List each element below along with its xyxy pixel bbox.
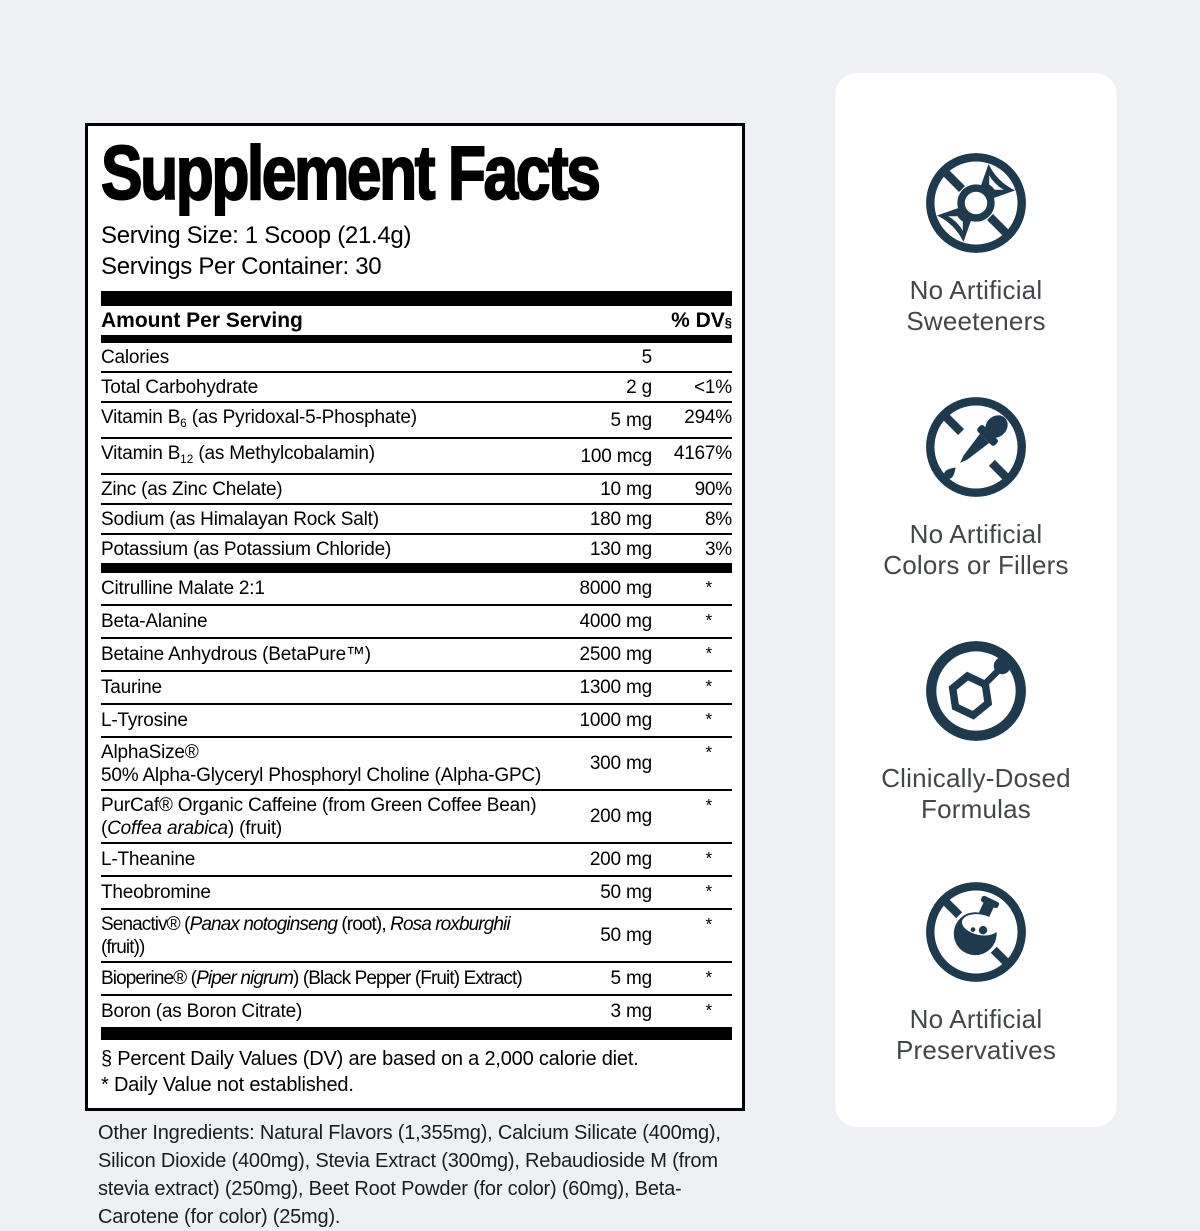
- ingredient-dv: *: [705, 676, 712, 696]
- no-artificial-preservatives-icon: [920, 876, 1032, 988]
- ingredient-amount: 2500 mg: [579, 644, 652, 666]
- badge-no-artificial-sweeteners: [835, 147, 1117, 337]
- divider-bar-small: [101, 335, 732, 343]
- no-artificial-sweeteners-icon: [920, 147, 1032, 259]
- ingredient-amount: 5 mg: [610, 409, 652, 431]
- ingredient-amount: 50 mg: [600, 925, 652, 947]
- table-row: [101, 403, 732, 439]
- footnotes: [101, 1040, 732, 1100]
- table-row: [101, 738, 732, 791]
- table-row: [101, 573, 732, 606]
- ingredient-dv: *: [705, 709, 712, 729]
- ingredient-dv: *: [705, 914, 712, 934]
- amount-per-serving-header: Amount Per Serving: [101, 309, 303, 332]
- table-row: [101, 439, 732, 475]
- clinically-dosed-formulas-icon: [920, 635, 1032, 747]
- no-artificial-colors-fillers-icon: [920, 391, 1032, 503]
- ingredient-amount: 5 mg: [610, 968, 652, 990]
- label-title: Supplement Facts: [101, 131, 599, 216]
- supplement-facts-label: [85, 123, 745, 1111]
- ingredient-amount: 50 mg: [600, 882, 652, 904]
- ingredient-dv: *: [705, 795, 712, 815]
- badges-card: [835, 73, 1117, 1127]
- table-row: [101, 606, 732, 639]
- ingredient-dv: *: [705, 967, 712, 987]
- ingredient-dv: *: [705, 1000, 712, 1020]
- servings-per-container: Servings Per Container: 30: [101, 253, 382, 280]
- table-row: [101, 705, 732, 738]
- ingredient-name: Sodium (as Himalayan Rock Salt): [101, 508, 379, 530]
- ingredient-dv: 90%: [694, 478, 732, 500]
- ingredient-amount: 3 mg: [610, 1001, 652, 1023]
- ingredient-name: Vitamin $B_{12}$ (as Methylcobalamin): [101, 442, 375, 466]
- ingredient-amount: 130 mg: [589, 538, 652, 560]
- table-row: [101, 672, 732, 705]
- divider-bar-large: [101, 1027, 732, 1040]
- ingredient-dv: 294%: [684, 407, 732, 428]
- percent-dv-header: % DV§: [671, 309, 732, 332]
- badge-label: No Artificial Colors or Fillers: [883, 519, 1069, 580]
- ingredient-dv: *: [705, 577, 712, 597]
- active-ingredient-rows: [101, 573, 732, 1027]
- ingredient-name: Calories: [101, 347, 170, 368]
- ingredient-amount: 2 g: [626, 377, 652, 398]
- ingredient-amount: 180 mg: [589, 508, 652, 530]
- ingredient-dv: *: [705, 610, 712, 630]
- footnote-dv: § Percent Daily Values (DV) are based on a 2,000 calorie diet.: [101, 1047, 639, 1070]
- divider-bar-thick: [101, 291, 732, 306]
- ingredient-dv: *: [705, 742, 712, 762]
- table-row: [101, 877, 732, 910]
- ingredient-name: Senactiv® (Panax notoginseng (root), Rosa roxburghii (fruit)): [101, 913, 510, 958]
- ingredient-name: AlphaSize® 50% Alpha-Glyceryl Phosphoryl Choline (Alpha-GPC): [101, 741, 542, 786]
- badge-clinically-dosed-formulas: [835, 635, 1117, 825]
- ingredient-name: Theobromine: [101, 882, 211, 904]
- table-row: [101, 791, 732, 844]
- ingredient-dv: 4167%: [673, 442, 732, 464]
- ingredient-name: Taurine: [101, 677, 162, 699]
- footnote-asterisk: * Daily Value not established.: [101, 1073, 354, 1096]
- ingredient-name: Betaine Anhydrous (BetaPure™): [101, 644, 371, 666]
- badge-label: Clinically-Dosed Formulas: [881, 763, 1071, 824]
- ingredient-amount: 8000 mg: [579, 578, 652, 600]
- ingredient-dv: *: [705, 881, 712, 901]
- ingredient-amount: 200 mg: [589, 849, 652, 871]
- table-row: [101, 343, 732, 373]
- ingredient-name: Zinc (as Zinc Chelate): [101, 478, 283, 500]
- ingredient-name: PurCaf® Organic Caffeine (from Green Coffee Bean) (Coffea arabica) (fruit): [101, 794, 537, 839]
- ingredient-dv: *: [705, 643, 712, 663]
- ingredient-amount: 5: [641, 347, 652, 368]
- table-row: [101, 505, 732, 535]
- ingredient-dv: *: [705, 848, 712, 868]
- table-header: [101, 306, 732, 335]
- ingredient-amount: 100 mcg: [580, 445, 652, 467]
- ingredient-dv: <1%: [694, 377, 732, 398]
- table-row: [101, 910, 732, 963]
- ingredient-name: Boron (as Boron Citrate): [101, 1001, 303, 1023]
- ingredient-name: Citrulline Malate 2:1: [101, 578, 265, 600]
- table-row: [101, 475, 732, 505]
- badge-label: No Artificial Sweeteners: [906, 275, 1046, 336]
- nutrient-rows: [101, 343, 732, 563]
- table-row: [101, 639, 732, 672]
- ingredient-amount: 4000 mg: [579, 611, 652, 633]
- ingredient-name: Bioperine® (Piper nigrum) (Black Pepper (Fruit) Extract): [101, 968, 522, 990]
- table-row: [101, 535, 732, 563]
- badge-no-artificial-colors-fillers: [835, 391, 1117, 581]
- ingredient-name: Total Carbohydrate: [101, 377, 258, 398]
- badge-label: No Artificial Preservatives: [895, 1004, 1057, 1065]
- ingredient-amount: 300 mg: [589, 753, 652, 775]
- ingredient-name: Beta-Alanine: [101, 611, 208, 633]
- table-row: [101, 963, 732, 996]
- table-row: [101, 996, 732, 1027]
- ingredient-amount: 10 mg: [600, 478, 652, 500]
- divider-bar-medium: [101, 563, 732, 573]
- table-row: [101, 373, 732, 403]
- ingredient-amount: 1000 mg: [579, 710, 652, 732]
- ingredient-dv: 3%: [704, 538, 732, 560]
- ingredient-dv: 8%: [704, 508, 732, 530]
- ingredient-amount: 1300 mg: [579, 677, 652, 699]
- ingredient-name: L-Theanine: [101, 849, 196, 871]
- serving-size: Serving Size: 1 Scoop (21.4g): [101, 222, 412, 249]
- ingredient-name: Potassium (as Potassium Chloride): [101, 538, 392, 560]
- ingredient-name: Vitamin $B_6$ (as Pyridoxal-5-Phosphate): [101, 407, 417, 430]
- supplement-facts-panel: [85, 123, 745, 1231]
- other-ingredients: Other Ingredients: Natural Flavors (1,355mg), Calcium Silicate (400mg), Silicon Dioxide (400mg), Stevia Extract (300mg), Rebaudioside M (from stevia extract) (250mg), Beet Root Powder (for color) (60mg), Beta-Carotene (for color) (25mg).: [98, 1121, 721, 1228]
- table-row: [101, 844, 732, 877]
- badge-no-artificial-preservatives: [835, 876, 1117, 1066]
- ingredient-name: L-Tyrosine: [101, 710, 188, 732]
- ingredient-amount: 200 mg: [589, 806, 652, 828]
